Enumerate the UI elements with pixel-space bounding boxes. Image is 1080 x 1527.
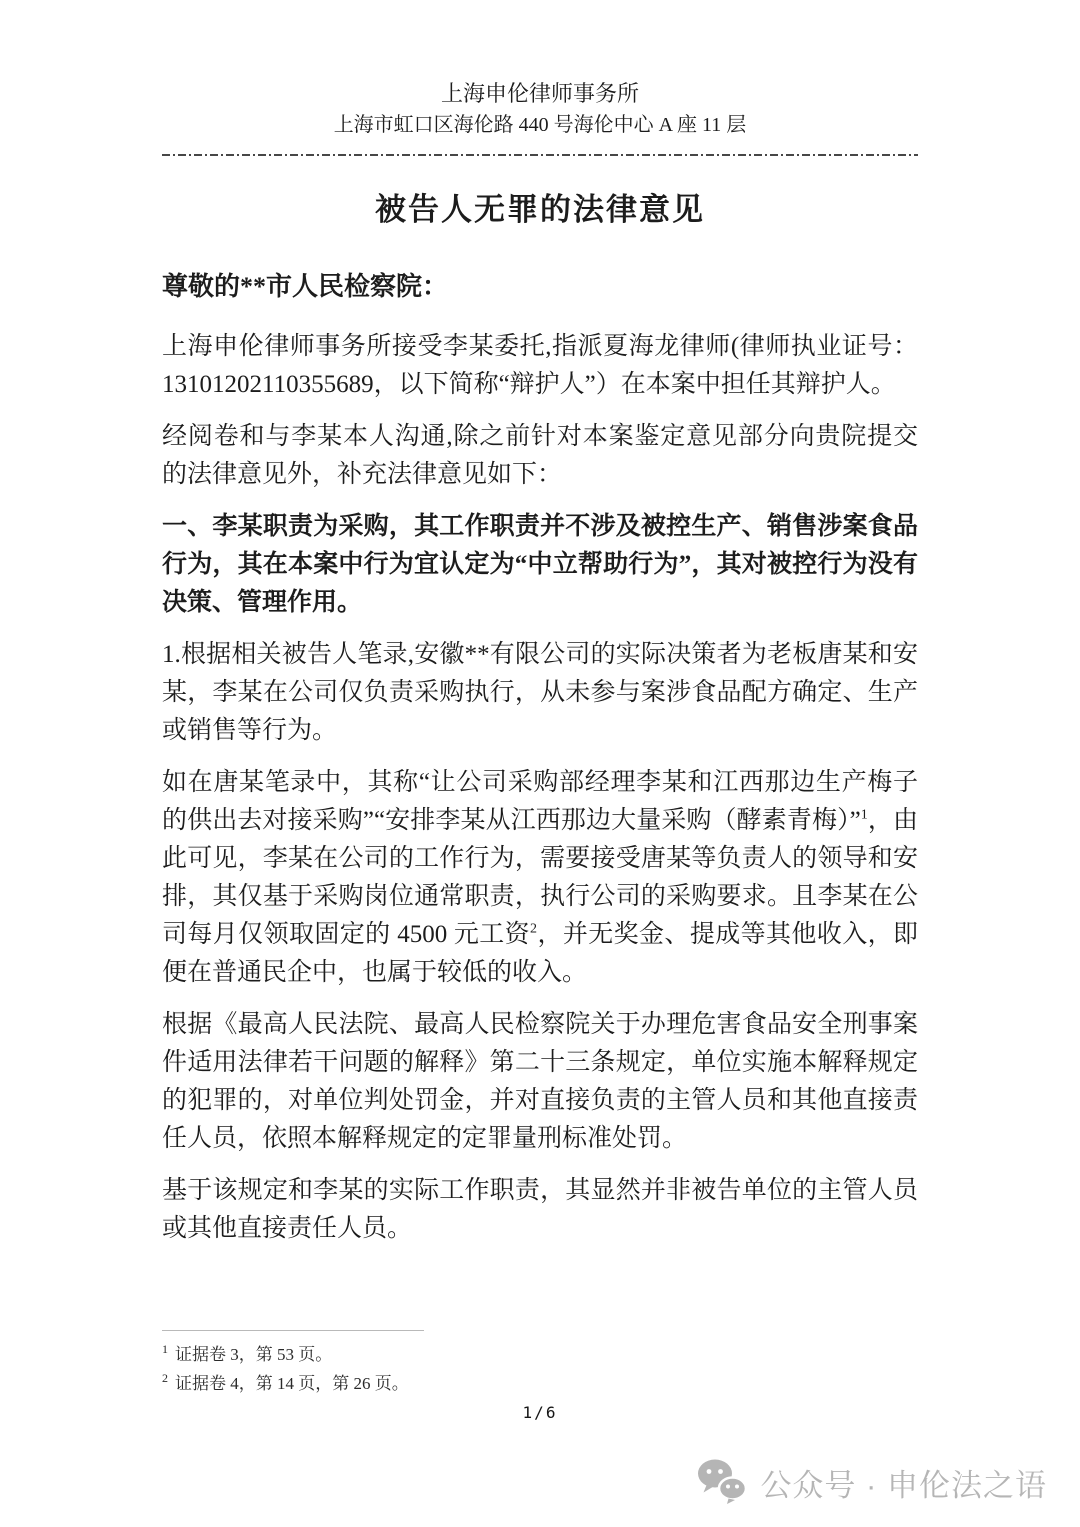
salutation: 尊敬的**市人民检察院：	[162, 272, 449, 301]
document-content	[162, 0, 918, 1248]
footnote-ref-1: 1	[860, 807, 868, 823]
letterhead-divider	[162, 154, 918, 156]
footnote-1-marker: 1	[162, 1342, 168, 1357]
wechat-account-badge	[697, 1459, 1047, 1505]
page-number: 1/6	[522, 1403, 558, 1422]
paragraph-testimony-text-2: ，由此可见，李某在公司的工作行为，需要接受唐某等负责人的领导和安排，其仅基于采购岗位通常职责，执行公司的采购要求。且李某在公司每月仅领取固定的 4500 元工资	[162, 807, 918, 948]
paragraph-testimony-text-3: ，并无奖金、提成等其他收入，即便在普通民企中，也属于较低的收入。	[162, 921, 918, 986]
footnote-2-text: 证据卷 4，第 14 页，第 26 页。	[175, 1374, 409, 1393]
paragraph-testimony-text-1: 如在唐某笔录中，其称“让公司采购部经理李某和江西那边生产梅子的供出去对接采购”“安排李某从江西那边大量采购（酵素青梅）”	[162, 769, 918, 834]
paragraph-conclusion: 基于该规定和李某的实际工作职责，其显然并非被告单位的主管人员或其他直接责任人员。	[162, 1177, 918, 1242]
paragraph-regulation: 根据《最高人民法院、最高人民检察院关于办理危害食品安全刑事案件适用法律若干问题的解释》第二十三条规定，单位实施本解释规定的犯罪的，对单位判处罚金，并对直接负责的主管人员和其他直接责任人员，依照本解释规定的定罪量刑标准处罚。	[162, 1011, 918, 1152]
paragraph-testimony	[162, 764, 918, 992]
document-title: 被告人无罪的法律意见	[375, 192, 705, 227]
footnote-2-marker: 2	[162, 1371, 168, 1386]
footnote-separator	[162, 1330, 424, 1331]
wechat-chat-bubbles-icon	[697, 1459, 747, 1505]
firm-name: 上海申伦律师事务所	[440, 81, 639, 106]
footnote-ref-2: 2	[530, 921, 538, 937]
paragraph-point-1: 1.根据相关被告人笔录,安徽**有限公司的实际决策者为老板唐某和安某，李某在公司仅负责采购执行，从未参与案涉食品配方确定、生产或销售等行为。	[162, 641, 918, 744]
footnotes-section	[162, 1330, 918, 1398]
section-heading-1: 一、李某职责为采购，其工作职责并不涉及被控生产、销售涉案食品行为，其在本案中行为宜认定为“中立帮助行为”，其对被控行为没有决策、管理作用。	[162, 513, 918, 616]
paragraph-intro: 经阅卷和与李某本人沟通,除之前针对本案鉴定意见部分向贵院提交的法律意见外，补充法律意见如下：	[162, 423, 918, 488]
footnote-1-text: 证据卷 3，第 53 页。	[175, 1345, 333, 1364]
letterhead	[162, 0, 918, 156]
footnote-2	[162, 1369, 918, 1398]
firm-address: 上海市虹口区海伦路 440 号海伦中心 A 座 11 层	[333, 114, 747, 136]
footnote-1	[162, 1340, 918, 1369]
paragraph-appointment: 上海申伦律师事务所接受李某委托,指派夏海龙律师(律师执业证号：13101202110355689，以下简称“辩护人”）在本案中担任其辩护人。	[162, 333, 918, 398]
wechat-account-label: 公众号 · 申伦法之语	[760, 1467, 1047, 1503]
